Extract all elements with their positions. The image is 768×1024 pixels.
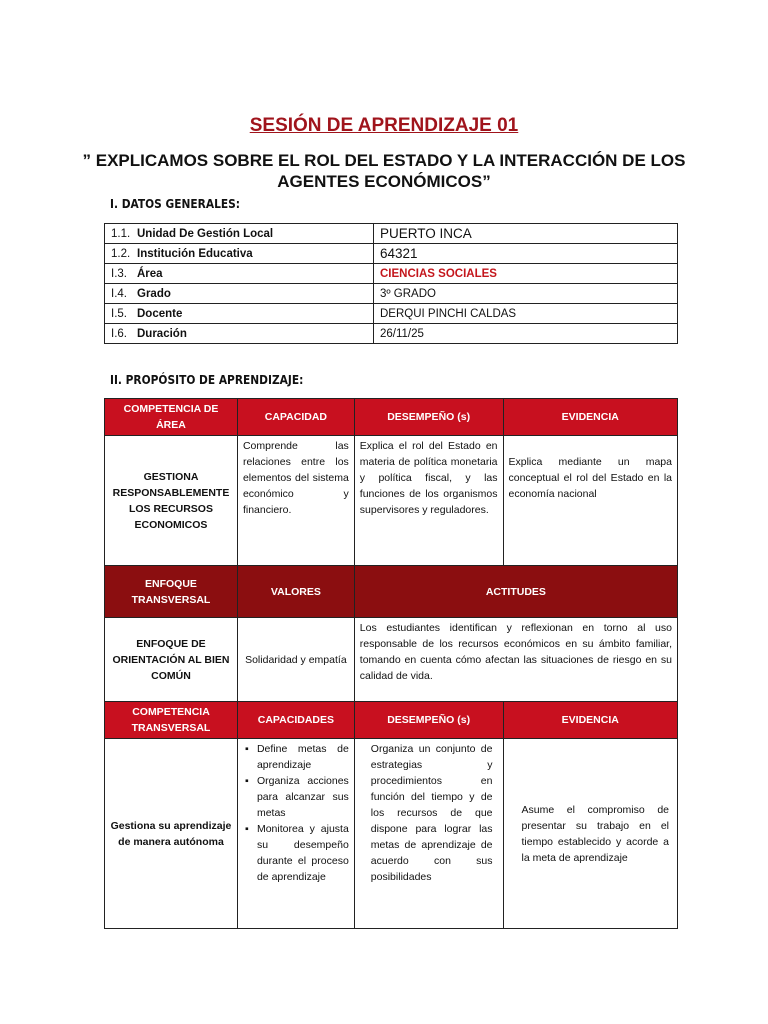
row-number: 1.2. [111, 247, 131, 260]
evidencia-transversal: Asume el compromiso de presentar su trabajo en el tiempo establecido y acorde a la meta de aprendizaje [503, 739, 678, 929]
row-number: I.5. [111, 307, 127, 320]
col-header: CAPACIDAD [237, 399, 354, 436]
desempeno-cell: Explica el rol del Estado en materia de política monetaria y política fiscal, y las funciones de los organismos supervisores y reguladores. [354, 436, 503, 566]
section-proposito: II. PROPÓSITO DE APRENDIZAJE: [110, 372, 304, 387]
row-label: Docente [137, 307, 183, 320]
col-header: CAPACIDADES [237, 702, 354, 739]
table-row [105, 264, 678, 284]
list-item: ▪ Organiza acciones para alcanzar sus metas [257, 773, 349, 821]
docente-value: DERQUI PINCHI CALDAS [374, 304, 678, 324]
table-header-row [105, 702, 678, 739]
area-value: CIENCIAS SOCIALES [374, 264, 678, 284]
competencia-area: GESTIONA RESPONSABLEMENTE LOS RECURSOS ECONOMICOS [105, 436, 238, 566]
session-title: SESIÓN DE APRENDIZAJE 01 [249, 115, 519, 136]
row-label: Institución Educativa [137, 247, 253, 260]
valores-cell: Solidaridad y empatía [237, 618, 354, 702]
table-row [105, 284, 678, 304]
proposito-table [104, 398, 678, 929]
row-number: 1.1. [111, 227, 131, 240]
row-number: I.3. [111, 267, 127, 280]
row-label: Área [137, 267, 163, 280]
institucion-value: 64321 [374, 244, 678, 264]
col-header: DESEMPEÑO (s) [354, 702, 503, 739]
duracion-value: 26/11/25 [374, 324, 678, 344]
table-header-row [105, 566, 678, 618]
table-row [105, 739, 678, 929]
col-header: ACTITUDES [354, 566, 677, 618]
table-row [105, 324, 678, 344]
table-row [105, 244, 678, 264]
col-header: DESEMPEÑO (s) [354, 399, 503, 436]
table-row [105, 224, 678, 244]
row-label: Duración [137, 327, 187, 340]
col-header: EVIDENCIA [503, 399, 678, 436]
ugel-value: PUERTO INCA [374, 224, 678, 244]
desempeno-transversal: Organiza un conjunto de estrategias y procedimientos en función del tiempo y de los recursos de que dispone para lograr las metas de aprendizaje de acuerdo con sus posibilidades [354, 739, 503, 929]
enfoque-nombre: ENFOQUE DE ORIENTACIÓN AL BIEN COMÚN [105, 618, 238, 702]
datos-generales-table [104, 223, 678, 344]
table-row [105, 618, 678, 702]
evidencia-cell: Explica mediante un mapa conceptual el rol del Estado en la economía nacional [503, 436, 678, 566]
list-item: ▪ Define metas de aprendizaje [257, 741, 349, 773]
capacidades-cell [237, 739, 354, 929]
actitudes-cell: Los estudiantes identifican y reflexionan en torno al uso responsable de los recursos económicos en su ámbito familiar, tomando en cuenta cómo afectan las situaciones de riesgo en su calidad de vida. [354, 618, 677, 702]
capacidad-cell: Comprende las relaciones entre los elementos del sistema económico y financiero. [237, 436, 354, 566]
row-number: I.6. [111, 327, 127, 340]
col-header: VALORES [237, 566, 354, 618]
grado-value: 3º GRADO [374, 284, 678, 304]
table-row [105, 304, 678, 324]
section-datos-generales: I. DATOS GENERALES: [110, 196, 241, 211]
session-subtitle: ” EXPLICAMOS SOBRE EL ROL DEL ESTADO Y LA INTERACCIÓN DE LOS AGENTES ECONÓMICOS” [82, 151, 686, 191]
table-row [105, 436, 678, 566]
col-header: ENFOQUE TRANSVERSAL [105, 566, 238, 618]
col-header: EVIDENCIA [503, 702, 678, 739]
competencia-transversal: Gestiona su aprendizaje de manera autónoma [105, 739, 238, 929]
row-label: Grado [137, 287, 171, 300]
row-number: I.4. [111, 287, 127, 300]
list-item: ▪ Monitorea y ajusta su desempeño durante el proceso de aprendizaje [257, 821, 349, 885]
col-header: COMPETENCIA DE ÁREA [105, 399, 238, 436]
col-header: COMPETENCIA TRANSVERSAL [105, 702, 238, 739]
table-header-row [105, 399, 678, 436]
capacidades-list [243, 741, 349, 885]
row-label: Unidad De Gestión Local [137, 227, 274, 240]
